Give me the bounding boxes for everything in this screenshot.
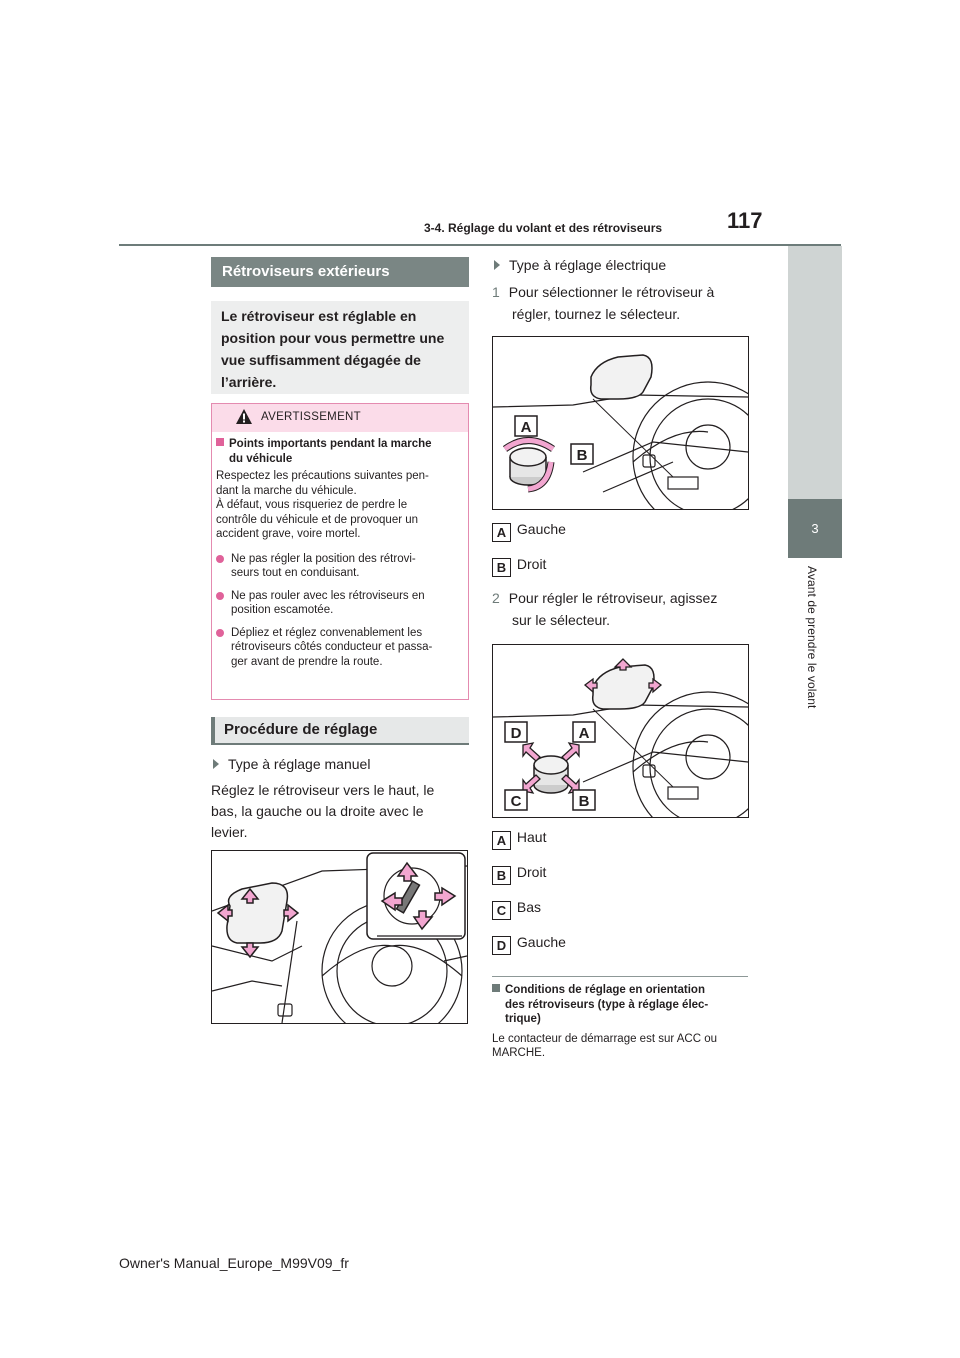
legend-text: Haut	[516, 829, 547, 845]
legend-key: B	[492, 558, 511, 577]
chapter-label: Avant de prendre le volant	[805, 566, 819, 709]
legend-item	[492, 829, 546, 850]
manual-line: levier.	[211, 824, 248, 840]
legend-item	[492, 864, 546, 885]
step-2	[492, 587, 754, 631]
manual-type-heading	[213, 754, 370, 775]
side-tab-bar	[788, 246, 842, 499]
legend-text: Droit	[516, 864, 547, 880]
bullet-line: Dépliez et réglez convenablement les	[231, 626, 423, 639]
warning-text-line: contrôle du véhicule et de provoquer un	[216, 513, 419, 526]
manual-instructions	[211, 780, 469, 843]
bullet-line: position escamotée.	[231, 604, 334, 616]
legend-item	[492, 899, 541, 920]
electric-type-label: Type à réglage électrique	[509, 257, 667, 273]
warning-text-line: accident grave, voire mortel.	[216, 528, 361, 540]
bullet-line: ger avant de prendre la route.	[231, 655, 383, 668]
warning-subtitle-line: du véhicule	[229, 452, 293, 465]
selector-figure	[492, 336, 749, 510]
figure-label-a: A	[520, 419, 532, 436]
legend-item	[492, 934, 566, 955]
chapter-number-tab[interactable]: 3	[788, 499, 842, 558]
section-title-procedure: Procédure de réglage	[211, 717, 469, 745]
manual-line: Réglez le rétroviseur vers le haut, le	[211, 782, 435, 798]
warning-text-line: Respectez les précautions suivantes pen-	[216, 470, 429, 482]
figure-label-c: C	[510, 793, 522, 810]
bullet-line: rétroviseurs côtés conducteur et passa-	[231, 641, 433, 653]
warning-bullet	[216, 589, 460, 618]
bullet-line: Ne pas rouler avec les rétroviseurs en	[231, 589, 425, 602]
manual-mirror-figure	[211, 850, 468, 1024]
triangle-bullet-icon	[494, 260, 500, 270]
intro-line: vue suffisamment dégagée de	[221, 352, 421, 368]
square-bullet-icon	[216, 438, 224, 446]
intro-line: position pour vous permettre une	[221, 330, 445, 346]
warning-subtitle-line: Points importants pendant la marche	[229, 438, 432, 450]
manual-line: bas, la gauche ou la droite avec le	[211, 803, 424, 819]
legend-text: Gauche	[516, 521, 566, 537]
legend-key: A	[492, 831, 511, 850]
intro-line: Le rétroviseur est réglable en	[221, 308, 417, 324]
legend-key: A	[492, 523, 511, 542]
page-number: 117	[727, 208, 763, 233]
warning-subtitle	[216, 437, 460, 466]
warning-bullet	[216, 552, 460, 581]
legend-text: Droit	[516, 556, 547, 572]
bullet-line: Ne pas régler la position des rétrovi-	[231, 552, 416, 565]
warning-title: AVERTISSEMENT	[261, 411, 361, 423]
step-line: Pour régler le rétroviseur, agissez	[508, 590, 718, 606]
manual-mirror-illustration	[212, 851, 467, 1023]
step-line: régler, tournez le sélecteur.	[512, 306, 681, 322]
legend-text: Gauche	[516, 934, 566, 950]
section-header-title: 3-4. Réglage du volant et des rétroviseurs	[424, 221, 663, 235]
figure-label-b: B	[578, 793, 590, 810]
legend-key: B	[492, 866, 511, 885]
figure-label-a: A	[578, 725, 590, 742]
footer-text: Owner's Manual_Europe_M99V09_fr	[119, 1255, 349, 1271]
warning-header	[212, 404, 468, 432]
step-1	[492, 281, 754, 325]
warning-bullet	[216, 626, 460, 670]
intro-box	[211, 301, 469, 394]
note-title-line: Conditions de réglage en orientation	[505, 984, 705, 996]
adjust-figure	[492, 644, 749, 818]
step-number: 1	[492, 284, 500, 300]
step-line: Pour sélectionner le rétroviseur à	[508, 284, 715, 300]
note-title-line: des rétroviseurs (type à réglage élec-	[505, 998, 709, 1011]
note-body-line: MARCHE.	[492, 1047, 546, 1059]
intro-line: l’arrière.	[221, 374, 277, 390]
step-number: 2	[492, 590, 500, 606]
legend-text: Bas	[516, 899, 542, 915]
note-title	[492, 983, 754, 1027]
warning-box	[211, 403, 469, 700]
section-title-exterior-mirrors: Rétroviseurs extérieurs	[211, 257, 469, 287]
warning-text	[216, 469, 460, 542]
legend-item	[492, 521, 566, 542]
warning-body	[216, 437, 460, 669]
bullet-dot-icon	[216, 592, 224, 600]
electric-type-heading	[494, 255, 666, 276]
bullet-dot-icon	[216, 555, 224, 563]
selector-illustration	[493, 337, 748, 509]
step-line: sur le sélecteur.	[512, 612, 611, 628]
triangle-bullet-icon	[213, 759, 219, 769]
bullet-dot-icon	[216, 629, 224, 637]
legend-key: C	[492, 901, 511, 920]
note-divider	[492, 976, 748, 977]
warning-text-line: dant la marche du véhicule.	[216, 484, 357, 497]
bullet-line: seurs tout en conduisant.	[231, 567, 360, 579]
note-body-line: Le contacteur de démarrage est sur ACC ou	[492, 1032, 718, 1045]
warning-icon	[235, 408, 253, 425]
note-body	[492, 1032, 754, 1061]
warning-text-line: À défaut, vous risqueriez de perdre le	[216, 499, 408, 511]
adjust-illustration	[493, 645, 748, 817]
note-title-line: trique)	[505, 1013, 541, 1025]
figure-label-b: B	[576, 447, 588, 464]
figure-label-d: D	[510, 725, 522, 742]
header-rule	[119, 244, 841, 246]
manual-type-label: Type à réglage manuel	[228, 756, 371, 772]
legend-key: D	[492, 936, 511, 955]
legend-item	[492, 556, 546, 577]
note-block	[492, 983, 754, 1061]
square-bullet-icon	[492, 984, 500, 992]
